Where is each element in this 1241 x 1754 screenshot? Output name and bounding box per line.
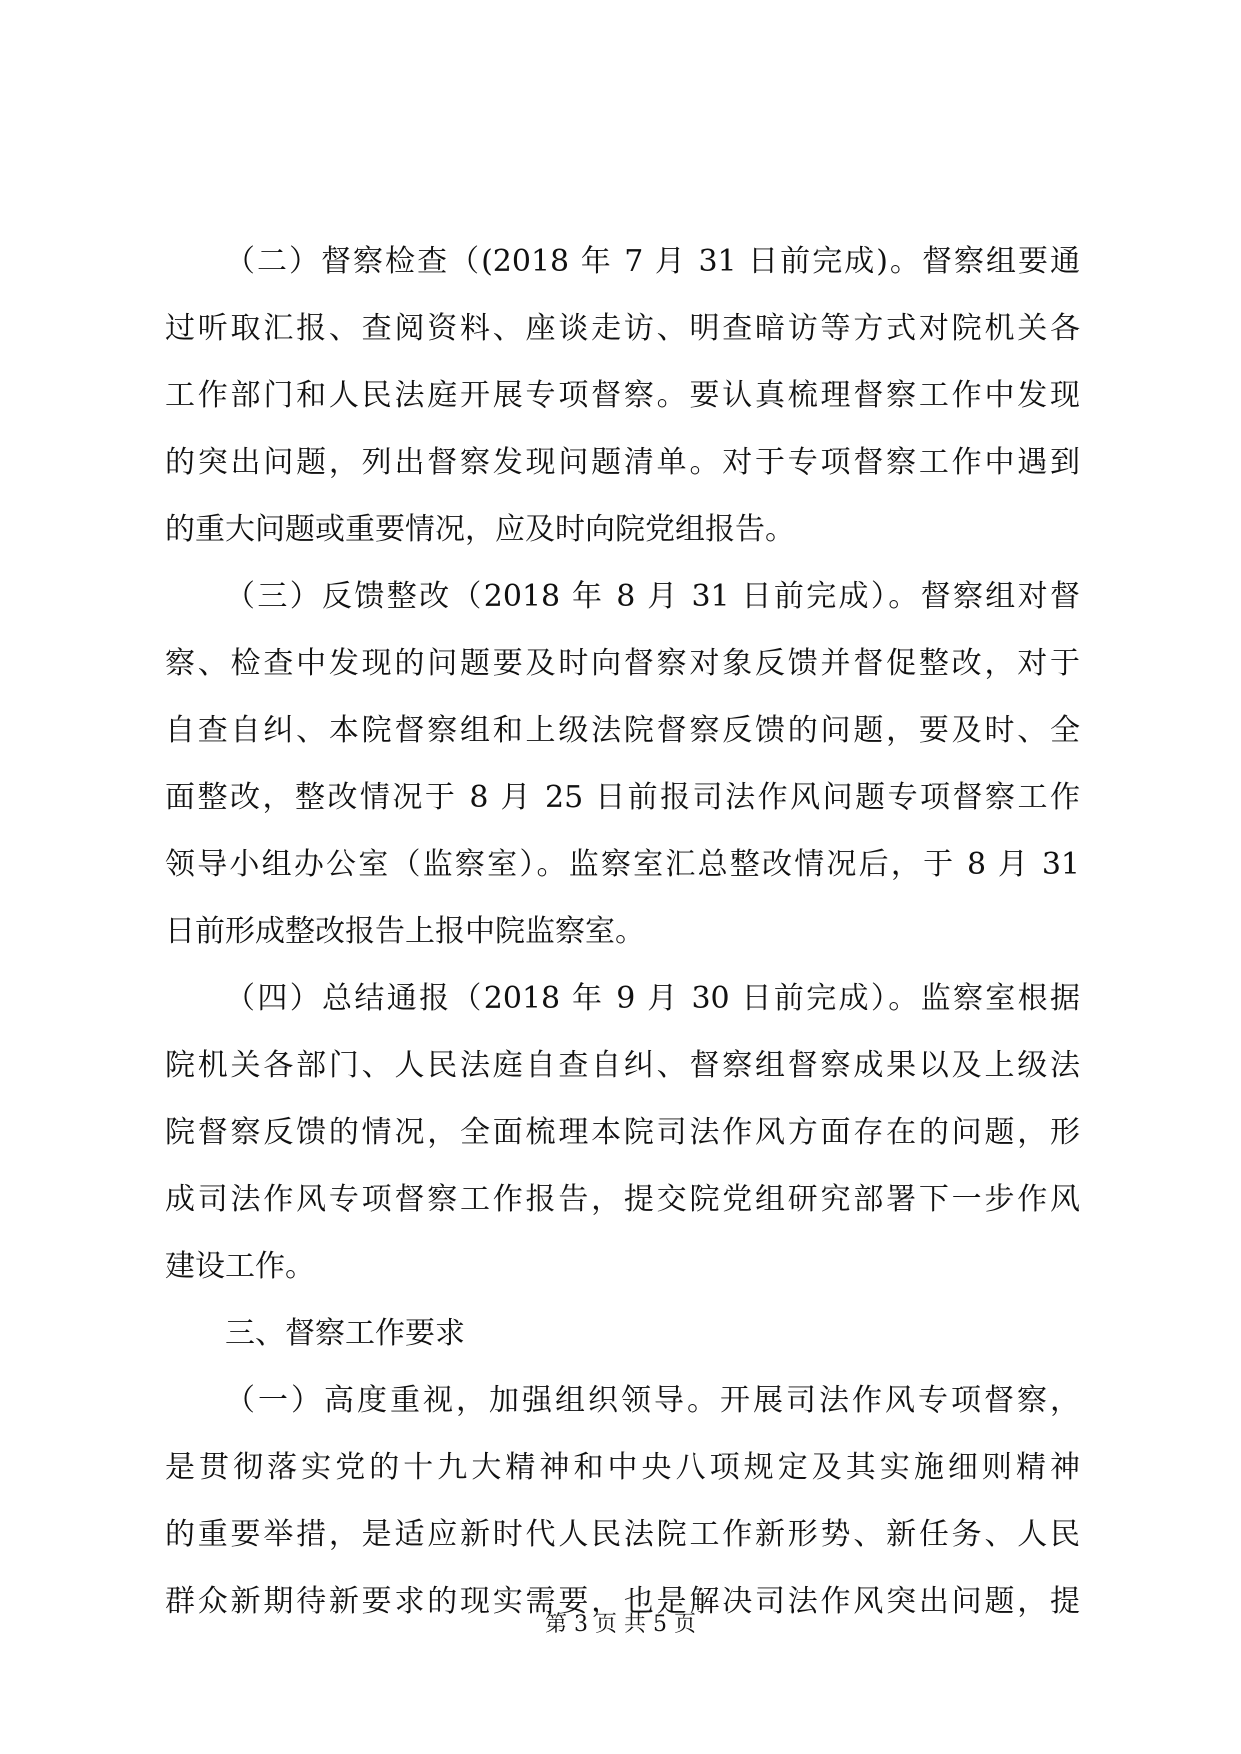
text-line: 院督察反馈的情况，全面梳理本院司法作风方面存在的问题，形 [165, 1115, 1080, 1150]
text-line: 察、检查中发现的问题要及时向督察对象反馈并督促整改，对于 [165, 646, 1080, 681]
text-line: 的突出问题，列出督察发现问题清单。对于专项督察工作中遇到 [165, 445, 1080, 480]
text-line: 群众新期待新要求的现实需要，也是解决司法作风突出问题，提 [165, 1584, 1080, 1619]
text-line: （一）高度重视，加强组织领导。开展司法作风专项督察， [225, 1383, 1080, 1418]
text-line: 日前形成整改报告上报中院监察室。 [165, 914, 645, 949]
page-number-footer: 第 3 页 共 5 页 [545, 1612, 696, 1637]
text-line: 成司法作风专项督察工作报告，提交院党组研究部署下一步作风 [165, 1182, 1080, 1217]
paragraph-summary-report [165, 965, 1080, 1300]
section-heading-requirements [165, 1300, 1080, 1367]
paragraph-feedback-rectification [165, 563, 1080, 965]
text-line: 建设工作。 [165, 1249, 315, 1284]
text-line: 过听取汇报、查阅资料、座谈走访、明查暗访等方式对院机关各 [165, 311, 1080, 346]
paragraph-high-attention [165, 1367, 1080, 1635]
text-line: 的重要举措，是适应新时代人民法院工作新形势、新任务、人民 [165, 1517, 1080, 1552]
text-line: 面整改，整改情况于 8 月 25 日前报司法作风问题专项督察工作 [165, 780, 1080, 815]
text-line: 自查自纠、本院督察组和上级法院督察反馈的问题，要及时、全 [165, 713, 1080, 748]
text-line: 领导小组办公室（监察室）。监察室汇总整改情况后，于 8 月 31 [165, 847, 1080, 882]
text-line: 的重大问题或重要情况，应及时向院党组报告。 [165, 512, 795, 547]
document-body [165, 228, 1080, 1635]
text-line: 是贯彻落实党的十九大精神和中央八项规定及其实施细则精神 [165, 1450, 1080, 1485]
text-line: （四）总结通报（2018 年 9 月 30 日前完成）。监察室根据 [225, 981, 1080, 1016]
text-line: （二）督察检查（(2018 年 7 月 31 日前完成)。督察组要通 [225, 244, 1080, 279]
text-line: （三）反馈整改（2018 年 8 月 31 日前完成）。督察组对督 [225, 579, 1080, 614]
paragraph-supervision-inspection [165, 228, 1080, 563]
text-line: 工作部门和人民法庭开展专项督察。要认真梳理督察工作中发现 [165, 378, 1080, 413]
section-heading: 三、督察工作要求 [225, 1316, 465, 1351]
text-line: 院机关各部门、人民法庭自查自纠、督察组督察成果以及上级法 [165, 1048, 1080, 1083]
